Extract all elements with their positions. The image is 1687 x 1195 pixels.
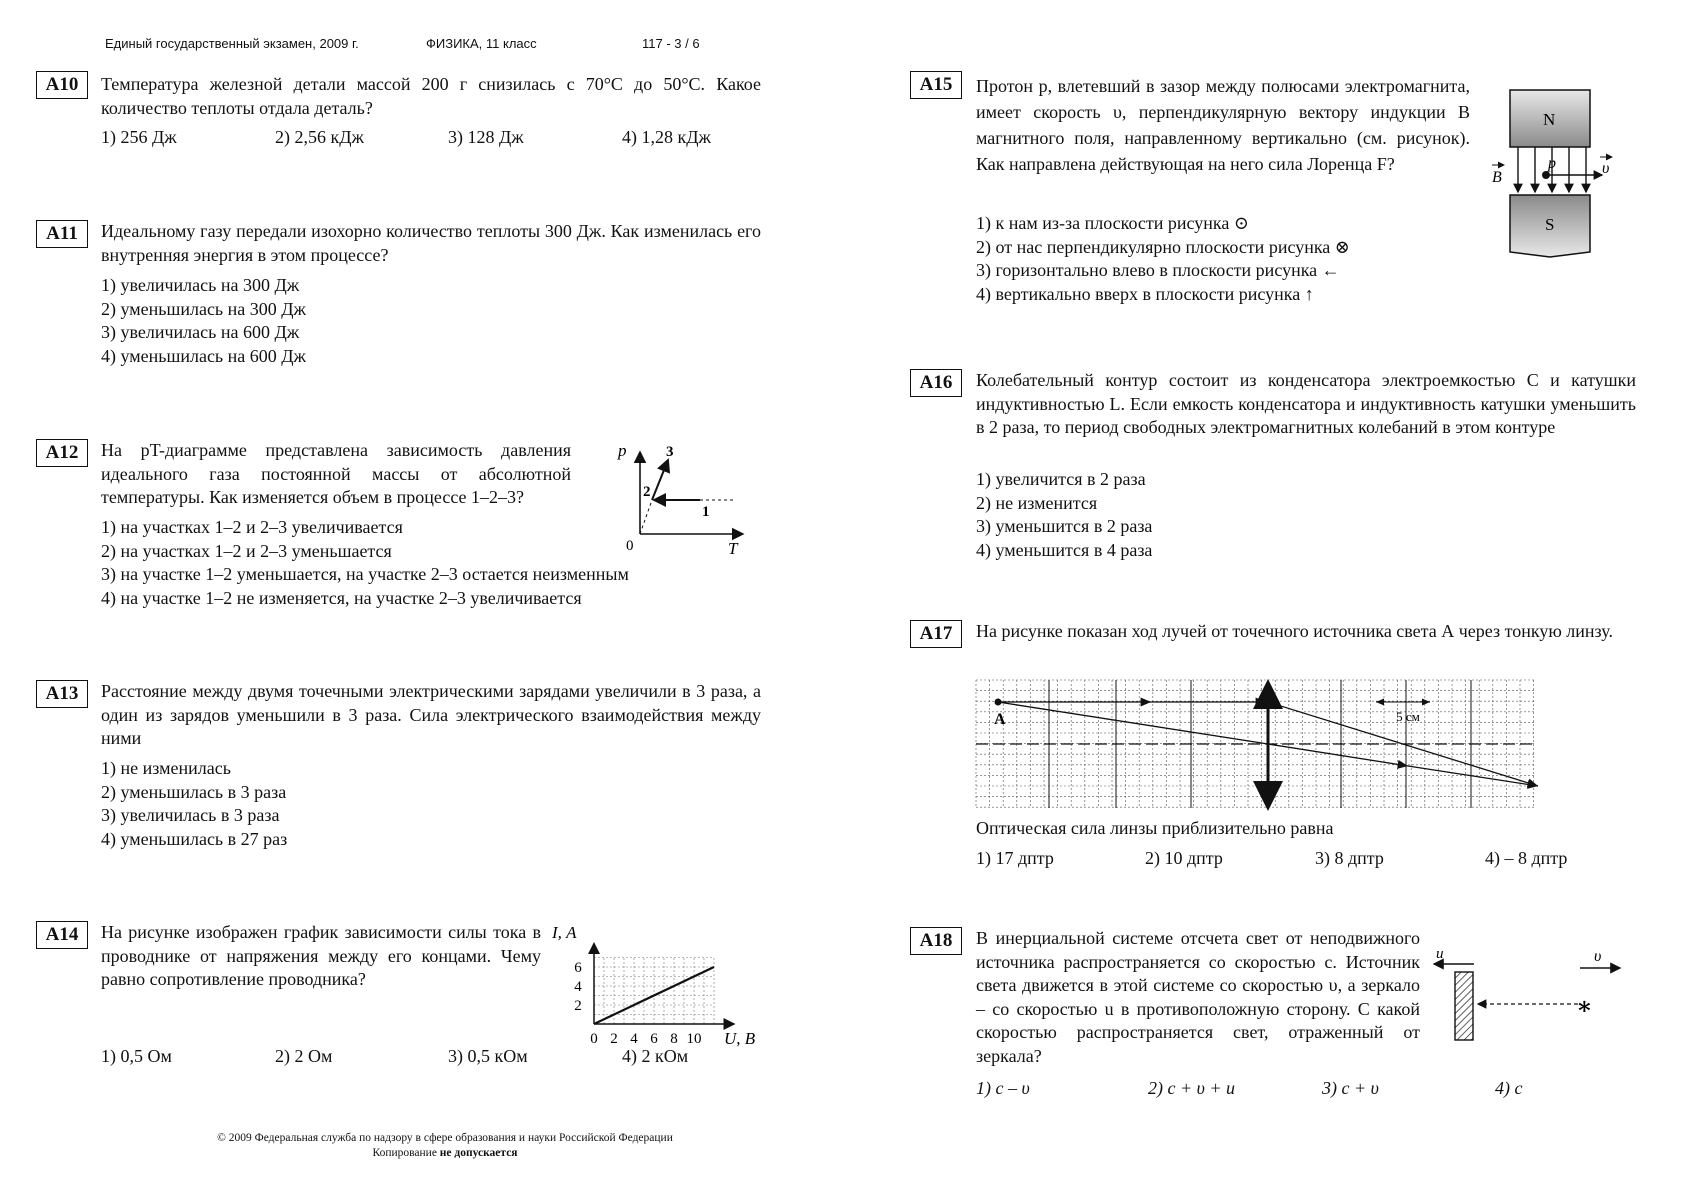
- options-list: [976, 468, 1152, 562]
- ray: [1408, 766, 1538, 786]
- answer-option[interactable]: 1) на участках 1–2 и 2–3 увеличивается: [101, 517, 403, 537]
- options-list: [101, 757, 287, 851]
- point-label: 1: [702, 504, 710, 520]
- answer-option[interactable]: 4) 1,28 кДж: [622, 127, 711, 147]
- answer-option[interactable]: 1) 0,5 Ом: [101, 1046, 172, 1066]
- question-label: А15: [910, 71, 962, 99]
- question-text: Колебательный контур состоит из конденсатора электроемкостью C и катушки индуктивностью L. Если емкость конденсатора и индуктивность катушки уменьшить в 2 раза, то период свободных электромагнитных колебаний в этом контуре: [976, 370, 1636, 437]
- answer-option[interactable]: 3) увеличилась на 600 Дж: [101, 322, 300, 342]
- footer: [150, 1131, 740, 1161]
- point-label: 3: [666, 444, 674, 460]
- answer-option[interactable]: 4) c: [1495, 1078, 1523, 1098]
- answer-option[interactable]: 4) на участке 1–2 не изменяется, на участке 2–3 увеличивается: [101, 587, 582, 608]
- answer-option[interactable]: 3) 8 дптр: [1315, 848, 1384, 868]
- y-axis-label: I, А: [552, 923, 577, 942]
- origin-label: 0: [626, 538, 634, 554]
- ray: [998, 702, 1268, 744]
- light-source: ∗: [1576, 994, 1593, 1020]
- answer-option[interactable]: 4) уменьшится в 4 раза: [976, 539, 1153, 560]
- answer-option[interactable]: 3) 128 Дж: [448, 127, 524, 147]
- question-text: В инерциальной системе отсчета свет от неподвижного источника распространяется со скоростью с. Источник света движется в этой системе со скоростью υ, а зеркало – со скоростью u в противоположную сторону. С какой скоростью распространяется свет, отраженный от зеркала?: [976, 928, 1420, 1066]
- header-exam: Единый государственный экзамен, 2009 г.: [105, 36, 359, 51]
- header-page: 117 - 3 / 6: [642, 36, 700, 51]
- pt-diagram: [610, 440, 760, 560]
- question-text: Протон p, влетевший в зазор между полюсами электромагнита, имеет скорость υ, перпендикулярную вектору индукции B магнитного поля, направленному вертикально (см. рисунок). Как направлена действующая на него сила Лоренца F?: [976, 76, 1470, 174]
- answer-option[interactable]: 4) вертикально вверх в плоскости рисунка ↑: [976, 283, 1314, 304]
- x-axis-label: T: [728, 539, 738, 558]
- question-text: Идеальному газу передали изохорно количество теплоты 300 Дж. Как изменилась его внутренняя энергия в этом процессе?: [101, 221, 761, 265]
- answer-option[interactable]: 2) уменьшилась в 3 раза: [101, 781, 287, 802]
- y-tick-label: 6: [574, 960, 582, 976]
- answer-option[interactable]: 4) уменьшилась в 27 раз: [101, 828, 288, 849]
- x-tick-label: 10: [686, 1031, 702, 1047]
- iu-chart: [550, 918, 760, 1048]
- answer-option[interactable]: 3) 0,5 кОм: [448, 1046, 528, 1066]
- magnet-figure: [1490, 85, 1620, 265]
- answer-option[interactable]: 3) c + υ: [1322, 1078, 1379, 1098]
- question-label: А12: [36, 439, 88, 467]
- x-axis-label: U, В: [724, 1029, 756, 1048]
- answer-option[interactable]: 1) к нам из-за плоскости рисунка ⊙: [976, 213, 1249, 233]
- y-axis-label: p: [618, 441, 627, 460]
- x-tick-label: 2: [610, 1031, 618, 1047]
- lens-figure: [976, 678, 1541, 810]
- answer-option[interactable]: 3) на участке 1–2 уменьшается, на участке 2–3 остается неизменным: [101, 564, 629, 584]
- velocity-label: υ: [1602, 160, 1610, 177]
- answer-option[interactable]: 2) 2 Ом: [275, 1046, 333, 1066]
- answer-option[interactable]: 2) 2,56 кДж: [275, 127, 364, 147]
- question-label: А18: [910, 927, 962, 955]
- answer-option[interactable]: 2) от нас перпендикулярно плоскости рисунка ⊗: [976, 236, 1350, 257]
- answer-option[interactable]: 1) 17 дптр: [976, 848, 1054, 868]
- mirror-figure: [1430, 932, 1630, 1047]
- mirror: [1455, 972, 1473, 1040]
- x-tick-label: 8: [670, 1031, 678, 1047]
- answer-option[interactable]: 2) уменьшилась на 300 Дж: [101, 298, 306, 319]
- x-tick-label: 4: [630, 1031, 638, 1047]
- field-label: B: [1492, 169, 1502, 186]
- question-label: А10: [36, 71, 88, 99]
- answer-option[interactable]: 1) увеличится в 2 раза: [976, 469, 1146, 489]
- point-label: 2: [643, 484, 651, 500]
- footer-copy-bold: не допускается: [439, 1147, 518, 1159]
- answer-option[interactable]: 3) горизонтально влево в плоскости рисунка ←: [976, 260, 1340, 280]
- answer-option[interactable]: 2) 10 дптр: [1145, 848, 1223, 868]
- answer-option[interactable]: 4) 2 кОм: [622, 1046, 689, 1066]
- isochore-line: [640, 500, 652, 534]
- answer-option[interactable]: 1) 256 Дж: [101, 127, 177, 147]
- south-label: S: [1545, 215, 1555, 234]
- question-text: На рисунке изображен график зависимости силы тока в проводнике от напряжения между его концами. Чему равно сопротивление проводника?: [101, 922, 541, 989]
- options-list: [101, 516, 629, 610]
- answer-option[interactable]: 2) на участках 1–2 и 2–3 уменьшается: [101, 540, 392, 561]
- scale-label: 5 см: [1396, 709, 1420, 724]
- answer-option[interactable]: 2) не изменится: [976, 492, 1098, 513]
- source-label: А: [994, 711, 1006, 728]
- question-label: А14: [36, 921, 88, 949]
- question-label: А16: [910, 369, 962, 397]
- options-list: [101, 274, 306, 368]
- particle-label: p: [1548, 155, 1556, 172]
- y-tick-label: 2: [574, 998, 582, 1014]
- y-tick-label: 4: [574, 979, 582, 995]
- answer-option[interactable]: 3) уменьшится в 2 раза: [976, 516, 1153, 536]
- x-tick-label: 6: [650, 1031, 658, 1047]
- question-text: На pT-диаграмме представлена зависимость давления идеального газа постоянной массы от абсолютной температуры. Как изменяется объем в процессе 1–2–3?: [101, 440, 571, 507]
- answer-option[interactable]: 1) увеличилась на 300 Дж: [101, 275, 300, 295]
- mirror-velocity-label: u: [1436, 946, 1444, 962]
- source-velocity-label: υ: [1594, 948, 1602, 965]
- answer-option[interactable]: 4) – 8 дптр: [1485, 848, 1568, 868]
- question-label: А17: [910, 620, 962, 648]
- question-text: Расстояние между двумя точечными электрическими зарядами увеличили в 3 раза, а один из зарядов уменьшили в 3 раза. Сила электрического взаимодействия между ними: [101, 681, 761, 748]
- answer-option[interactable]: 3) увеличилась в 3 раза: [101, 805, 280, 825]
- footer-copyright: © 2009 Федеральная служба по надзору в сфере образования и науки Российской Федерации: [217, 1132, 673, 1144]
- answer-option[interactable]: 2) c + υ + u: [1148, 1078, 1236, 1098]
- question-label: А13: [36, 680, 88, 708]
- north-label: N: [1543, 110, 1556, 129]
- answer-option[interactable]: 1) c – υ: [976, 1078, 1030, 1098]
- footer-copy-prefix: Копирование: [372, 1147, 440, 1159]
- process-2-3: [652, 460, 668, 500]
- question-text: Температура железной детали массой 200 г снизилась с 70°С до 50°С. Какое количество теплоты отдала деталь?: [101, 74, 761, 118]
- answer-option[interactable]: 4) уменьшилась на 600 Дж: [101, 345, 306, 366]
- footer-copy-notice: [150, 1146, 740, 1161]
- answer-option[interactable]: 1) не изменилась: [101, 758, 231, 778]
- figure-caption: Оптическая сила линзы приблизительно равна: [976, 818, 1334, 838]
- ray: [1268, 744, 1408, 766]
- options-list: [976, 212, 1350, 306]
- header-subject: ФИЗИКА, 11 класс: [426, 36, 537, 51]
- x-tick-label: 0: [590, 1031, 598, 1047]
- question-label: А11: [36, 220, 88, 248]
- question-text: На рисунке показан ход лучей от точечного источника света А через тонкую линзу.: [976, 621, 1613, 641]
